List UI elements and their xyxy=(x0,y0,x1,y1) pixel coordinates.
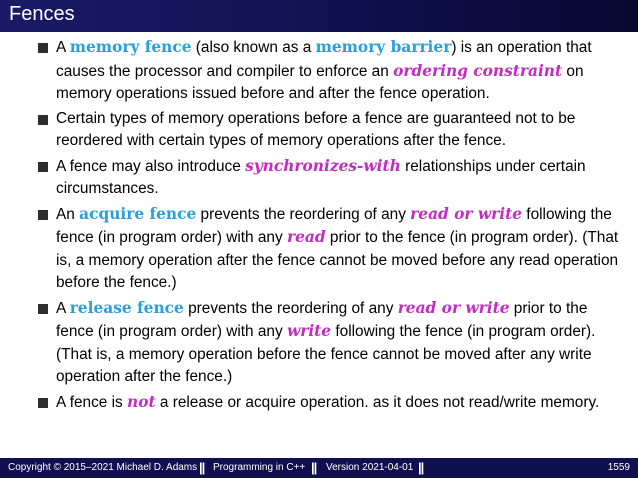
slide-title: Fences xyxy=(9,3,75,25)
bullet-item: A memory fence (also known as a memory barrier) is an operation that causes the processor and compiler to enforce an ordering constraint on memory operations issued before and after the fence operation. xyxy=(0,36,638,106)
title-bar xyxy=(0,0,638,32)
footer-course: Programming in C++ xyxy=(213,462,306,473)
page-number: 1559 xyxy=(607,462,630,473)
emphasis-ordering-constraint: ordering constraint xyxy=(393,61,563,80)
bullet-square-icon xyxy=(38,43,48,53)
emphasis-not: not xyxy=(127,392,156,411)
footer-separator: || xyxy=(418,460,424,475)
bullet-square-icon xyxy=(38,210,48,220)
emphasis-read: read xyxy=(286,228,326,246)
bullet-item: An acquire fence prevents the reordering of any read or write following the fence (in program order) with any read prior to the fence (in program order). (That is, a memory operation after the fence cannot be moved before any read operation before the fence.) xyxy=(0,203,638,295)
bullet-square-icon xyxy=(38,304,48,314)
term-acquire-fence: acquire fence xyxy=(79,204,197,223)
footer-separator: || xyxy=(199,460,205,475)
emphasis-write: write xyxy=(286,322,332,340)
bullet-item: A fence is not a release or acquire operation. as it does not read/write memory. xyxy=(0,391,638,415)
bullet-item: Certain types of memory operations before a fence are guaranteed not to be reordered with certain types of memory operations after the fence. xyxy=(0,108,638,153)
emphasis-synchronizes-with: synchronizes-with xyxy=(245,156,401,175)
emphasis-read-or-write: read or write xyxy=(397,298,510,317)
bullet-square-icon xyxy=(38,162,48,172)
bullet-square-icon xyxy=(38,398,48,408)
term-memory-fence: memory fence xyxy=(69,38,192,56)
bullet-square-icon xyxy=(38,115,48,125)
bullet-item: A release fence prevents the reordering of any read or write prior to the fence (in program order) with any write following the fence (in program order). (That is, a memory operation before the fence cannot be moved after any write operation after the fence.) xyxy=(0,297,638,389)
emphasis-read-or-write: read or write xyxy=(410,204,523,223)
footer-copyright: Copyright © 2015–2021 Michael D. Adams xyxy=(8,462,198,473)
footer-separator: || xyxy=(311,460,317,475)
footer-version: Version 2021-04-01 xyxy=(326,462,414,473)
term-memory-barrier: memory barrier xyxy=(315,38,452,56)
bullet-list xyxy=(0,36,638,416)
bullet-item: A fence may also introduce synchronizes-with relationships under certain circumstances. xyxy=(0,155,638,201)
footer-bar xyxy=(0,458,638,478)
term-release-fence: release fence xyxy=(69,298,184,317)
